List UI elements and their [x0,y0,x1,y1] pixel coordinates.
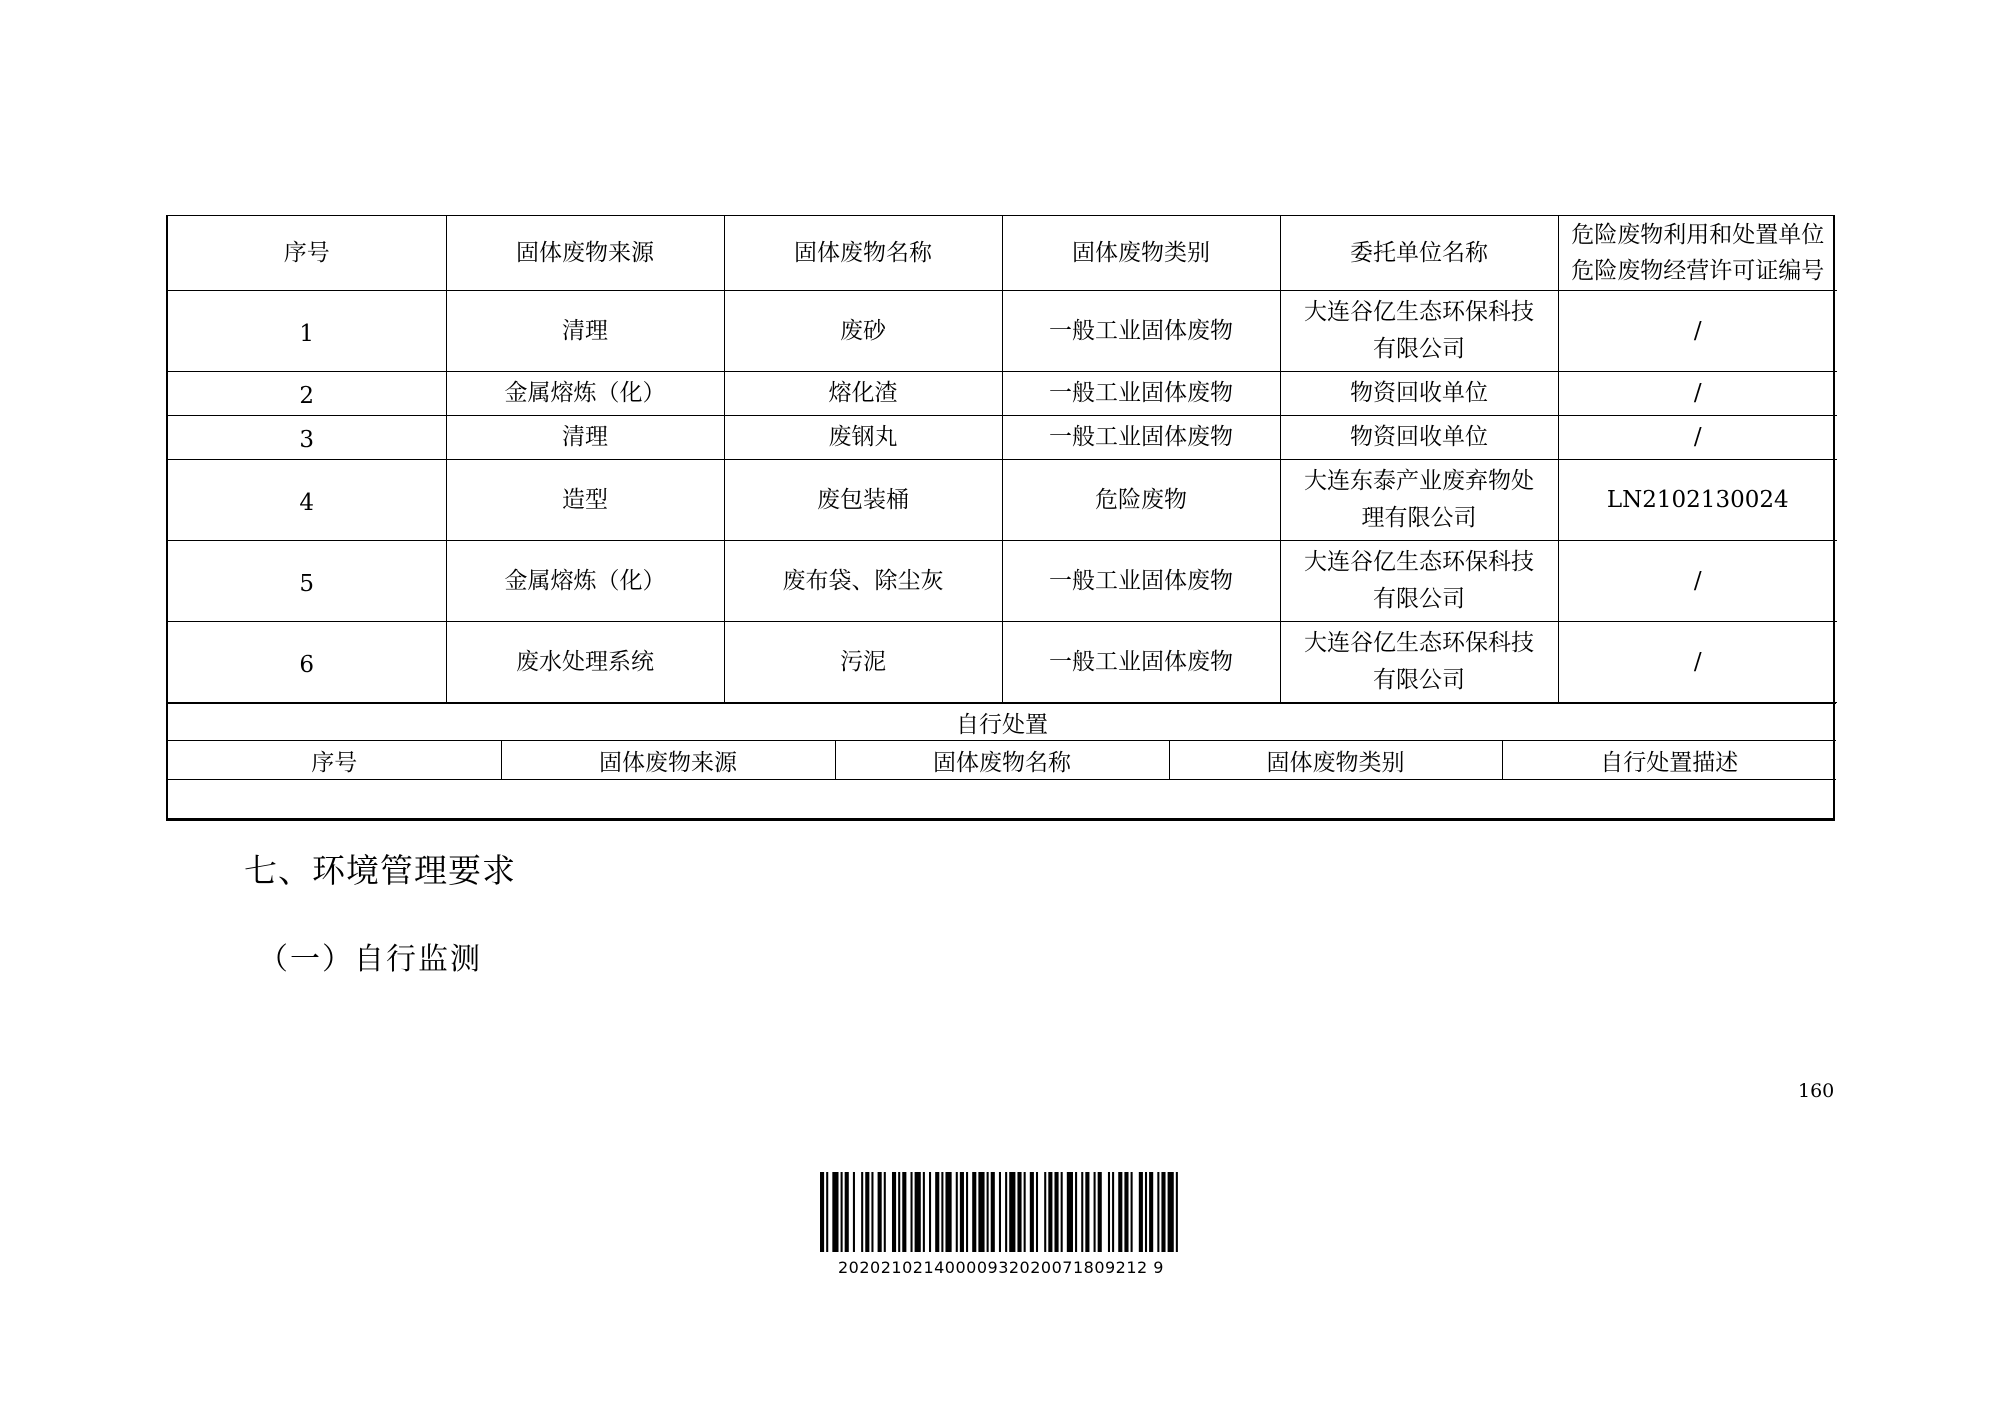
header-license-line2: 危险废物经营许可证编号 [1571,258,1825,284]
table-row [168,372,1837,416]
cell-unit: 物资回收单位 [1280,416,1558,460]
self-disposal-empty-row [168,780,1836,819]
self-header-source: 固体废物来源 [501,741,835,780]
cell-source: 金属熔炼（化） [446,372,724,416]
header-source: 固体废物来源 [446,216,724,291]
barcode-bar [945,1172,951,1252]
barcode-bar [826,1172,828,1252]
barcode-bar [929,1172,931,1252]
cell-unit-line2: 有限公司 [1373,336,1465,362]
barcode-bar [1161,1172,1165,1252]
cell-unit [1280,541,1558,622]
cell-source: 金属熔炼（化） [446,541,724,622]
cell-license: / [1558,291,1837,372]
barcode-bar [941,1172,943,1252]
barcode-bar [987,1172,989,1252]
header-category: 固体废物类别 [1002,216,1280,291]
cell-unit-line1: 大连谷亿生态环保科技 [1304,299,1534,325]
self-disposal-title-row [168,704,1836,741]
cell-category: 一般工业固体废物 [1002,372,1280,416]
barcode-bar [845,1172,849,1252]
header-seq: 序号 [168,216,446,291]
self-header-description: 自行处置描述 [1502,741,1836,780]
cell-unit: 物资回收单位 [1280,372,1558,416]
page-number: 160 [1798,1080,1835,1102]
barcode-bar [884,1172,886,1252]
barcode-bar [1036,1172,1038,1252]
barcode-bar [841,1172,843,1252]
barcode-bar [898,1172,900,1252]
barcode-bar [1044,1172,1046,1252]
barcode-bar [1139,1172,1143,1252]
barcode-number: 20202102140000932020071809212 9 [838,1258,1164,1277]
cell-source: 清理 [446,291,724,372]
self-disposal-table [168,703,1836,818]
cell-unit [1280,622,1558,703]
barcode-bar [1098,1172,1102,1252]
barcode-bar [915,1172,921,1252]
barcode-bar [1054,1172,1058,1252]
cell-license: / [1558,622,1837,703]
barcode-bar [902,1172,906,1252]
table-row [168,416,1837,460]
barcode-bar [923,1172,925,1252]
barcode-bar [978,1172,984,1252]
cell-unit-line2: 有限公司 [1373,667,1465,693]
cell-unit [1280,460,1558,541]
barcode-bar [1149,1172,1153,1252]
cell-license: / [1558,416,1837,460]
barcode-bar [1176,1172,1178,1252]
barcode-bar [956,1172,958,1252]
section-title: 七、环境管理要求 [244,851,516,890]
self-disposal-header-row [168,741,1836,780]
barcode-bar [1067,1172,1073,1252]
barcode-bar [1017,1172,1021,1252]
cell-category: 一般工业固体废物 [1002,416,1280,460]
barcode-bar [911,1172,913,1252]
cell-name: 废布袋、除尘灰 [724,541,1002,622]
cell-unit-line1: 大连谷亿生态环保科技 [1304,549,1534,575]
barcode-bar [1094,1172,1096,1252]
self-header-category: 固体废物类别 [1169,741,1502,780]
cell-seq: 2 [168,372,446,416]
barcode-bar [892,1172,896,1252]
cell-name: 污泥 [724,622,1002,703]
barcode-bar [1024,1172,1026,1252]
self-disposal-title: 自行处置 [168,704,1836,741]
solid-waste-table [166,215,1835,821]
barcode-bar [1112,1172,1114,1252]
cell-license: LN2102130024 [1558,460,1837,541]
cell-seq: 5 [168,541,446,622]
barcode-bar [1081,1172,1083,1252]
header-license-line1: 危险废物利用和处置单位 [1571,222,1825,248]
barcode-bar [1030,1172,1034,1252]
table-row [168,460,1837,541]
cell-source: 造型 [446,460,724,541]
table-row [168,291,1837,372]
cell-license: / [1558,372,1837,416]
cell-category: 一般工业固体废物 [1002,622,1280,703]
cell-unit [1280,291,1558,372]
cell-name: 熔化渣 [724,372,1002,416]
barcode-bar [1075,1172,1077,1252]
barcode-bar [1061,1172,1063,1252]
cell-name: 废包装桶 [724,460,1002,541]
barcode-bar [1005,1172,1007,1252]
barcode-bar [935,1172,939,1252]
cell-seq: 1 [168,291,446,372]
header-unit: 委托单位名称 [1280,216,1558,291]
cell-seq: 6 [168,622,446,703]
header-name: 固体废物名称 [724,216,1002,291]
barcode-image [820,1172,1182,1252]
barcode-bar [1131,1172,1133,1252]
barcode-bar [1145,1172,1147,1252]
cell-unit-line2: 有限公司 [1373,586,1465,612]
subsection-title: （一）自行监测 [258,942,482,977]
cell-name: 废钢丸 [724,416,1002,460]
cell-unit-line2: 理有限公司 [1361,505,1477,531]
barcode-bar [1118,1172,1122,1252]
self-header-name: 固体废物名称 [835,741,1169,780]
barcode-bar [878,1172,882,1252]
cell-source: 清理 [446,416,724,460]
barcode-bar [1085,1172,1089,1252]
barcode-bar [832,1172,838,1252]
barcode-bar [960,1172,964,1252]
table-header-row [168,216,1837,291]
cell-seq: 4 [168,460,446,541]
empty-cell [168,780,1836,819]
cell-category: 危险废物 [1002,460,1280,541]
cell-name: 废砂 [724,291,1002,372]
barcode-bar [999,1172,1001,1252]
cell-seq: 3 [168,416,446,460]
barcode-bar [865,1172,869,1252]
barcode-bar [1048,1172,1052,1252]
cell-unit-line1: 大连谷亿生态环保科技 [1304,630,1534,656]
barcode-bar [1124,1172,1128,1252]
table-row [168,622,1837,703]
barcode-bar [871,1172,873,1252]
barcode-bar [1157,1172,1159,1252]
cell-license: / [1558,541,1837,622]
barcode-bar [991,1172,995,1252]
cell-unit-line1: 大连东泰产业废弃物处 [1304,468,1534,494]
barcode-bar [966,1172,968,1252]
cell-category: 一般工业固体废物 [1002,291,1280,372]
barcode-bar [972,1172,976,1252]
barcode-bar [861,1172,863,1252]
table-row [168,541,1837,622]
barcode-bar [820,1172,824,1252]
barcode-bar [853,1172,855,1252]
barcode-bar [1108,1172,1110,1252]
header-license [1558,216,1837,291]
waste-disposal-table [168,216,1837,703]
self-header-seq: 序号 [168,741,501,780]
cell-source: 废水处理系统 [446,622,724,703]
cell-category: 一般工业固体废物 [1002,541,1280,622]
barcode-bar [1168,1172,1174,1252]
barcode-bar [1009,1172,1015,1252]
